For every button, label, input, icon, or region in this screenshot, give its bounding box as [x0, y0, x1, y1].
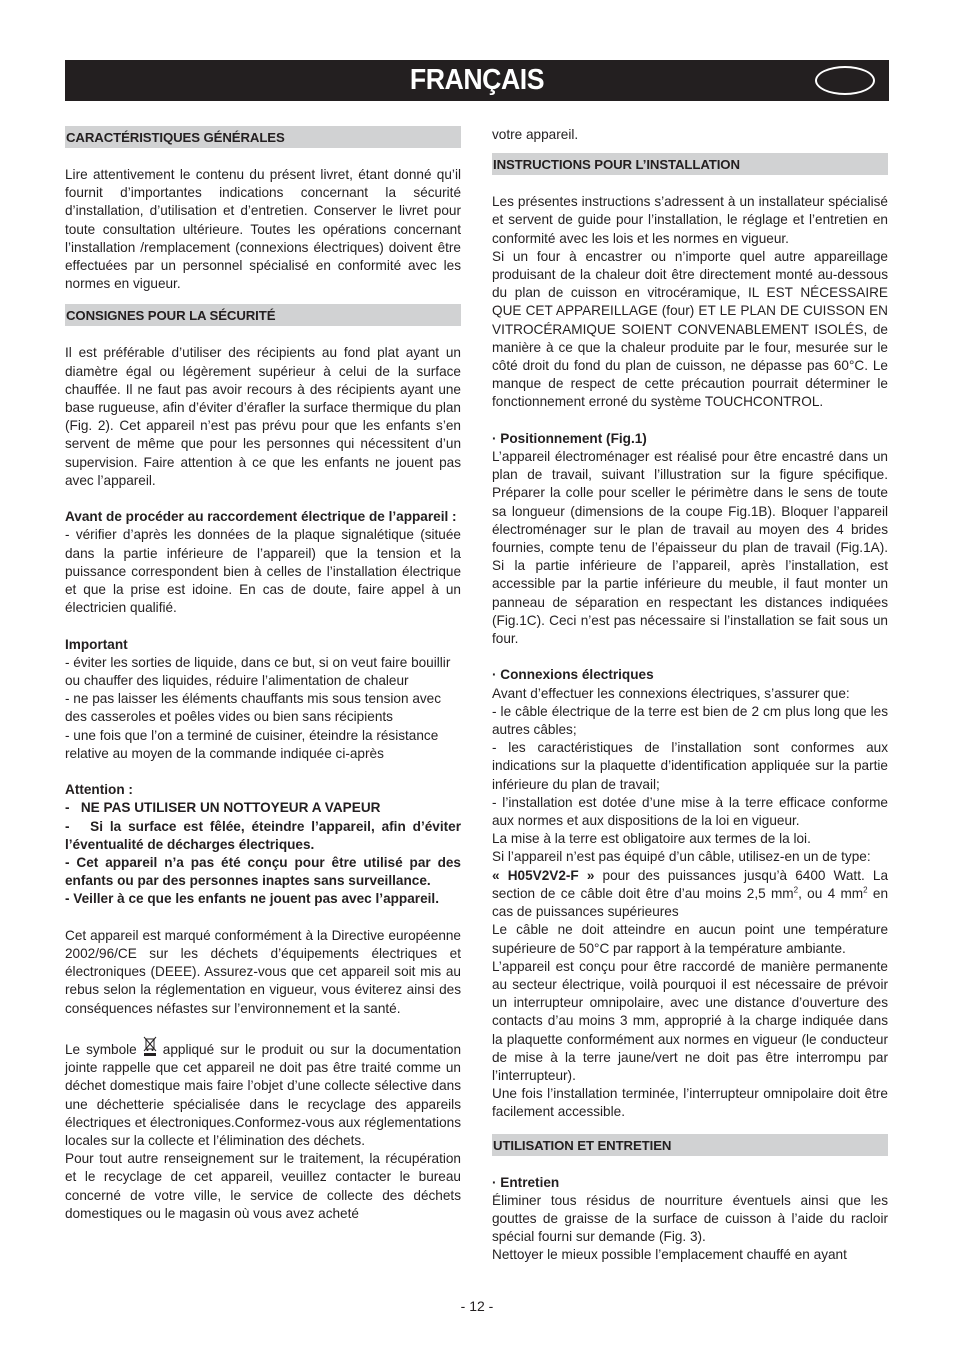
weee-directive-text: Cet appareil est marqué conformément à la Directive européenne 2002/96/CE sur les déchets d’équipements électriques et électroniques (DEEE). Assurez-vous que cet appareil soit mis au rebus selon la réglementation en vigueur, vous éviterez ainsi des conséquences néfastes sur l’environnement et la santé.	[65, 927, 461, 1016]
safety-intro: Il est préférable d’utiliser des récipients au fond plat ayant un diamètre égal ou légèrement supérieur à celui de la surface chauffée. Il ne faut pas avoir recours à des récipients ayant une base rugueuse, afin d’éviter d’érafler la surface thermique du plan (Fig. 2). Cet appareil n’est pas prévu pour que les enfants s’en servent de même que pour les personnes qui nécessitent d’un supervision. Faire attention à ce que les enfants ne jouent pas avec l’appareil.	[65, 345, 461, 488]
temperature-text: Le câble ne doit atteindre en aucun point une température supérieure de 50°C par rapport à la température ambiante.	[492, 922, 888, 956]
contact-text: Pour tout autre renseignement sur le traitement, la récupération et le recyclage de cet appareil, veuillez contacter le bureau concerné de votre ville, le service de collecte des déchets domestiques ou le magasin où vous avez acheté	[65, 1151, 461, 1221]
clean-text: Nettoyer le mieux possible l’emplacement chauffé en ayant	[492, 1247, 847, 1263]
section-heading-safety: CONSIGNES POUR LA SÉCURITÉ	[65, 304, 461, 326]
electrical-line: La mise à la terre est obligatoire aux termes de la loi.	[492, 831, 811, 847]
cable-spec-text: « H05V2V2-F » pour des puissances jusqu’à 6400 Watt. La section de ce câble doit être d’au moins 2,5 $mm^2$, ou 4 $mm^2$ en cas de puissances supérieures	[492, 867, 889, 920]
attention-item: - Cet appareil n’a pas été conçu pour être utilisé par des enfants ou par des personnes inaptes sans surveillance.	[65, 855, 461, 889]
crossed-out-wheelie-bin-icon	[143, 1036, 157, 1056]
important-item: - une fois que l’on a terminé de cuisiner, éteindre la résistance relative au moyen de la commande indiquée ci-après	[65, 727, 439, 761]
entretien-text: Éliminer tous résidus de nourriture éventuels ainsi que les gouttes de graisse de la surface de cuisson à l’aide du racloir spécial fourni sur demande (Fig. 3).	[492, 1192, 888, 1245]
attention-item: - NE PAS UTILISER UN NOTTOYEUR A VAPEUR	[65, 800, 381, 816]
important-title: Important	[65, 636, 128, 652]
symbol-text: appliqué sur le produit ou sur la documentation jointe rappelle que cet appareil ne doit pas être traité comme un déchet domestique mais faire l’objet d’une collecte sélective dans une déchetterie spécialisée dans le recyclage des appareils électriques et électroniques.Conformez-vous aux réglementations locales sur la collecte et l’élimination des déchets.	[65, 1042, 462, 1149]
attention-title: Attention :	[65, 782, 133, 798]
section-heading-installation: INSTRUCTIONS POUR L’INSTALLATION	[492, 153, 888, 175]
attention-item: - Si la surface est fêlée, éteindre l’appareil, afin d’éviter l’éventualité de décharges électriques.	[65, 818, 465, 852]
section-heading-general: CARACTÉRISTIQUES GÉNÉRALES	[65, 126, 461, 148]
access-text: Une fois l’installation terminée, l’interrupteur omnipolaire doit être facilement accessible.	[492, 1086, 888, 1120]
oven-warning-text: Si un four à encastrer ou n’importe quel autre appareillage produisant de la chaleur doit être directement monté au-dessous du plan de cuisson en vitrocéramique, IL EST NÉCESSAIRE QUE CET APPAREILLAGE (four) ET LE PLAN DE CUISSON EN VITROCÉRAMIQUE SOIENT CONVENABLEMENT ISOLÉS, de manière à ce que la chaleur produite par le four, mesurée sur le côté droit du fond du plan de cuisson, ne dépasse pas 60°C. Le manque de respect de cette précaution pourrait déterminer le fonctionnement erroné du système TOUCHCONTROL.	[492, 248, 888, 410]
continuation-text: votre appareil.	[492, 127, 579, 142]
language-banner	[65, 60, 889, 101]
cable-type: H05V2V2-F	[507, 867, 579, 883]
electrical-line: - le câble électrique de la terre est bien de 2 cm plus long que les autres câbles;	[492, 703, 888, 738]
positioning-text: L’appareil électroménager est réalisé pour être encastré dans un plan de travail, suivant l’illustration sur la figure spécifique. Préparer la colle pour sceller le périmètre dans le sens de toute sa longueur (dimensions de la coupe Fig.1B). Bloquer l’appareil électroménager sur le plan de travail au moyen des 4 brides fournies, compte tenu de l’épaisseur du plan de travail (Fig.1A). Si la partie inférieure de l’appareil, après l’installation, est accessible par la partie inférieure du meuble, il faut monter un panneau de séparation en respectant les distances indiquées (Fig.1C). Ceci n’est pas nécessaire si l’installation se fait sous un four.	[492, 449, 888, 647]
before-connection-text: - vérifier d’après les données de la plaque signalétique (située dans la partie inférieure de l’appareil) que la tension et la puissance correspondent bien à celles de l’installation électrique et que la prise est idoine. En cas de doute, faire appel à un électricien qualifié.	[65, 527, 461, 616]
installation-intro: Les présentes instructions s’adressent à un installateur spécialisé et servent de guide pour l’installation, le réglage et l’entretien en conformité avec les lois et les normes en vigueur.	[492, 194, 888, 246]
page-title: FRANÇAIS	[409, 64, 545, 96]
left-column	[65, 126, 465, 1223]
positioning-title: · Positionnement (Fig.1)	[492, 430, 647, 446]
symbol-prefix: Le symbole	[65, 1042, 137, 1058]
electrical-line: - l’installation est dotée d’une mise à la terre efficace conforme aux normes et aux dispositions de la loi en vigueur.	[492, 794, 888, 829]
section-heading-maintenance: UTILISATION ET ENTRETIEN	[492, 1134, 888, 1156]
entretien-title: · Entretien	[492, 1174, 560, 1190]
electrical-line: Si l’appareil n’est pas équipé d’un câble, utilisez-en un de type:	[492, 849, 871, 865]
before-connection-title: Avant de procéder au raccordement électrique de l’appareil :	[65, 509, 457, 525]
right-column	[492, 126, 888, 1265]
electrical-title: · Connexions électriques	[492, 667, 654, 683]
attention-item: - Veiller à ce que les enfants ne jouent pas avec l’appareil.	[65, 891, 439, 907]
electrical-line: Avant d’effectuer les connexions électriques, s’assurer que:	[492, 685, 850, 701]
page-number: - 12 -	[460, 1298, 494, 1314]
switch-text: L’appareil est conçu pour être raccordé de manière permanente au secteur électrique, voilà pourquoi il est nécessaire de prévoir un interrupteur omnipolaire, avec une distance d’ouverture des contacts d’au moins 3 mm, approprié à la charge indiquée dans la plaquette conformément aux normes en vigueur (le conducteur de mise à la terre jaune/vert ne doit pas être interrompu par l’interrupteur).	[492, 958, 888, 1083]
electrical-line: - les caractéristiques de l’installation sont conformes aux indications sur la plaquette d’identification appliquée sur la partie inférieure du plan de travail;	[492, 740, 888, 792]
language-badge-oval	[815, 66, 875, 95]
important-item: - ne pas laisser les éléments chauffants mis sous tension avec des casseroles et poêles vides ou bien sans récipients	[65, 691, 442, 725]
general-paragraph: Lire attentivement le contenu du présent livret, étant donné qu’il fournit d’importantes indications concernant la sécurité d’installation, d’utilisation et d’entretien. Conserver le livret pour toute consultation ultérieure. Toutes les opérations concernant l’installation /remplacement (connexions électriques) doivent être effectuées par un personnel spécialisé en conformité avec les normes en vigueur.	[65, 167, 461, 292]
important-item: - éviter les sorties de liquide, dans ce but, si on veut faire bouillir ou chauffer des liquides, réduire l’alimentation de chaleur	[65, 654, 451, 689]
weee-symbol-paragraph	[65, 1036, 461, 1150]
